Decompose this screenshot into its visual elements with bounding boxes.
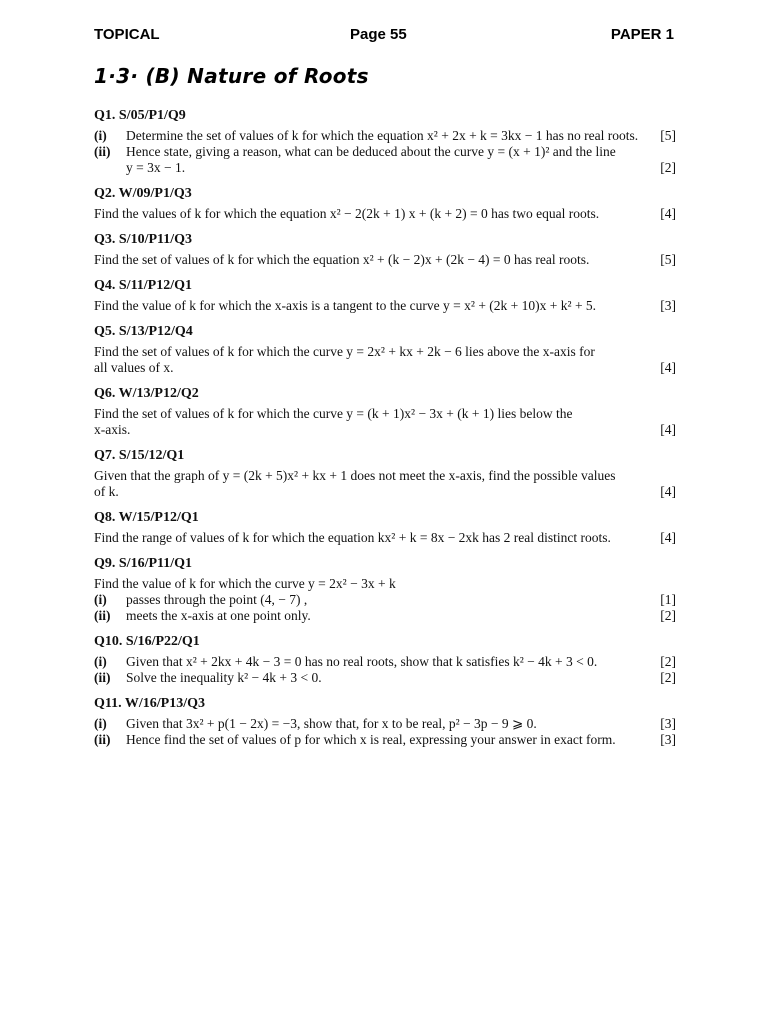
question-3 xyxy=(94,232,676,268)
question-text: Given that the graph of y = (2k + 5)x² + kx + 1 does not meet the x-axis, find the possible values xyxy=(94,468,616,483)
question-part xyxy=(94,128,676,144)
question-5 xyxy=(94,324,676,376)
question-2 xyxy=(94,186,676,222)
part-text: Hence find the set of values of p for which x is real, expressing your answer in exact form. xyxy=(126,732,616,747)
question-text-cont: x-axis. xyxy=(94,422,131,437)
part-marks: [2] xyxy=(660,160,676,175)
question-7 xyxy=(94,448,676,500)
header-page-number: Page 55 xyxy=(350,26,407,43)
question-part xyxy=(94,592,676,608)
part-marks: [2] xyxy=(660,670,676,685)
question-marks: [5] xyxy=(660,252,676,267)
question-marks: [4] xyxy=(660,422,676,437)
part-text-cont: y = 3x − 1. xyxy=(126,160,186,175)
part-number: (i) xyxy=(94,592,107,607)
question-label: Q6. W/13/P12/Q2 xyxy=(94,386,199,401)
part-marks: [2] xyxy=(660,654,676,669)
part-marks: [1] xyxy=(660,592,676,607)
part-text: Given that 3x² + p(1 − 2x) = −3, show that, for x to be real, p² − 3p − 9 ⩾ 0. xyxy=(126,716,537,731)
question-9 xyxy=(94,556,676,624)
part-text: Solve the inequality k² − 4k + 3 < 0. xyxy=(126,670,322,685)
question-part xyxy=(94,670,676,686)
question-text: Find the set of values of k for which the curve y = 2x² + kx + 2k − 6 lies above the x-axis for xyxy=(94,344,595,359)
question-part xyxy=(94,608,676,624)
question-list xyxy=(94,108,676,752)
question-continuation xyxy=(94,160,676,176)
part-number: (i) xyxy=(94,654,107,669)
part-number: (i) xyxy=(94,128,107,143)
question-text: Find the range of values of k for which the equation kx² + k = 8x − 2xk has 2 real distinct roots. xyxy=(94,530,611,545)
header-paper: PAPER 1 xyxy=(610,26,674,43)
question-label: Q1. S/05/P1/Q9 xyxy=(94,108,186,123)
question-intro: Find the value of k for which the curve y = 2x² − 3x + k xyxy=(94,576,396,591)
question-label: Q10. S/16/P22/Q1 xyxy=(94,634,200,649)
part-text: Given that x² + 2kx + 4k − 3 = 0 has no real roots, show that k satisfies k² − 4k + 3 < 0. xyxy=(126,654,598,669)
question-6 xyxy=(94,386,676,438)
question-label: Q4. S/11/P12/Q1 xyxy=(94,278,193,293)
question-label: Q11. W/16/P13/Q3 xyxy=(94,696,205,711)
question-label: Q7. S/15/12/Q1 xyxy=(94,448,185,463)
part-number: (ii) xyxy=(94,144,111,159)
question-label: Q8. W/15/P12/Q1 xyxy=(94,510,199,525)
part-marks: [2] xyxy=(660,608,676,623)
part-marks: [3] xyxy=(660,732,676,747)
question-8 xyxy=(94,510,676,546)
question-text: Find the set of values of k for which the equation x² + (k − 2)x + (2k − 4) = 0 has real roots. xyxy=(94,252,590,267)
part-marks: [3] xyxy=(660,716,676,731)
question-text-cont: all values of x. xyxy=(94,360,174,375)
question-marks: [4] xyxy=(660,360,676,375)
part-text: passes through the point (4, − 7) , xyxy=(126,592,308,607)
part-text: meets the x-axis at one point only. xyxy=(126,608,311,623)
question-10 xyxy=(94,634,676,686)
question-marks: [4] xyxy=(660,484,676,499)
question-marks: [4] xyxy=(660,530,676,545)
part-number: (ii) xyxy=(94,608,111,623)
question-text-cont: of k. xyxy=(94,484,119,499)
header-topical: TOPICAL xyxy=(94,26,160,43)
question-4 xyxy=(94,278,676,314)
question-11 xyxy=(94,696,676,748)
question-text: Find the value of k for which the x-axis is a tangent to the curve y = x² + (2k + 10)x + k² + 5. xyxy=(94,298,597,313)
page-header xyxy=(94,26,674,46)
part-text: Hence state, giving a reason, what can be deduced about the curve y = (x + 1)² and the line xyxy=(126,144,616,159)
question-marks: [4] xyxy=(660,206,676,221)
section-title: 1·3· (B) Nature of Roots xyxy=(94,64,369,88)
question-label: Q3. S/10/P11/Q3 xyxy=(94,232,193,247)
question-part xyxy=(94,144,676,160)
question-part xyxy=(94,654,676,670)
part-number: (i) xyxy=(94,716,107,731)
question-part xyxy=(94,716,676,732)
part-number: (ii) xyxy=(94,670,111,685)
question-label: Q9. S/16/P11/Q1 xyxy=(94,556,193,571)
question-marks: [3] xyxy=(660,298,676,313)
question-label: Q2. W/09/P1/Q3 xyxy=(94,186,192,201)
question-text: Find the set of values of k for which the curve y = (k + 1)x² − 3x + (k + 1) lies below the xyxy=(94,406,573,421)
part-text: Determine the set of values of k for which the equation x² + 2x + k = 3kx − 1 has no real roots. xyxy=(126,128,639,143)
question-text: Find the values of k for which the equation x² − 2(2k + 1) x + (k + 2) = 0 has two equal roots. xyxy=(94,206,600,221)
question-label: Q5. S/13/P12/Q4 xyxy=(94,324,193,339)
part-marks: [5] xyxy=(660,128,676,143)
question-part xyxy=(94,732,676,748)
part-number: (ii) xyxy=(94,732,111,747)
question-1 xyxy=(94,108,676,176)
